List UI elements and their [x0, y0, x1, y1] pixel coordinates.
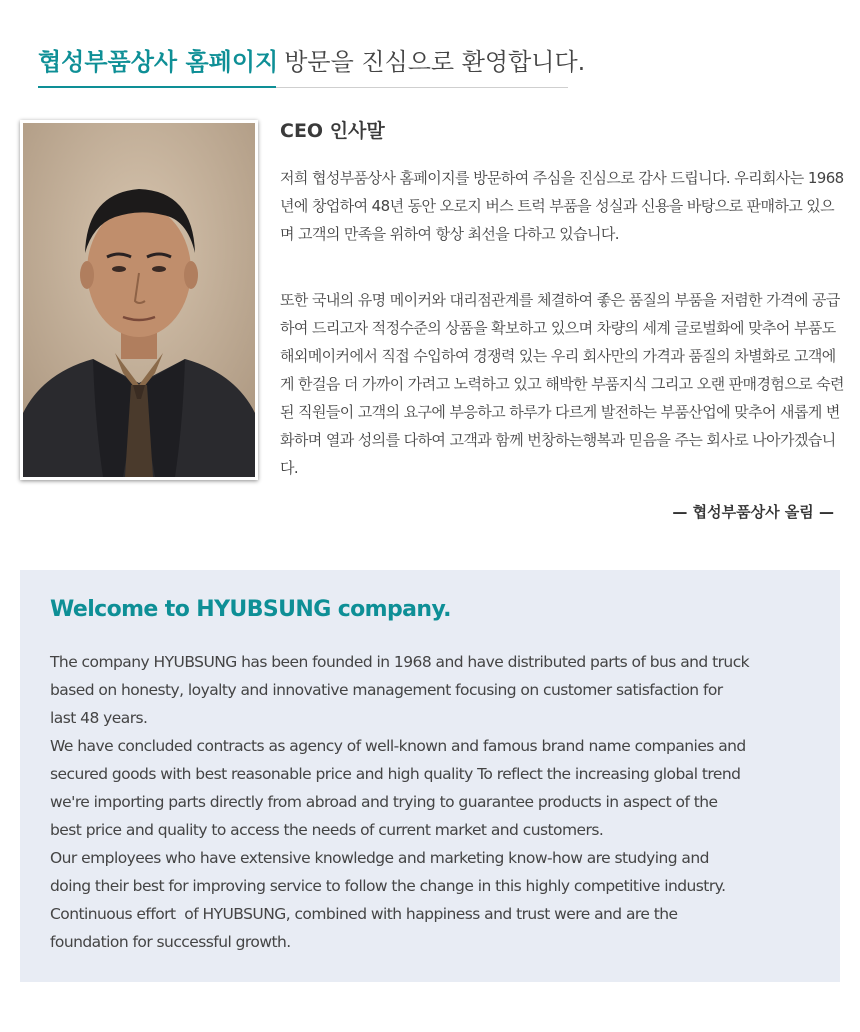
- ceo-portrait-illustration: [23, 123, 255, 477]
- page-heading: [38, 44, 586, 88]
- heading-accent-underline: [38, 86, 276, 88]
- ceo-message-paragraph-1: 저희 협성부품상사 홈페이지를 방문하여 주심을 진심으로 감사 드립니다. 우리회사는 1968년에 창업하여 48년 동안 오로지 버스 트럭 부품을 성실과 신용을 바탕으로 판매하고 있으며 고객의 만족을 위하여 항상 최선을 다하고 있습니다.: [280, 169, 844, 243]
- english-text-line: The company HYUBSUNG has been founded in 1968 and have distributed parts of bus and truck: [50, 653, 750, 671]
- english-text-line: we're importing parts directly from abroad and trying to guarantee products in aspect of the: [50, 793, 718, 811]
- english-text-line: We have concluded contracts as agency of well-known and famous brand name companies and: [50, 737, 746, 755]
- english-text-line: last 48 years.: [50, 709, 148, 727]
- welcome-heading-text: 방문을 진심으로 환영합니다.: [284, 48, 586, 76]
- english-text-line: Continuous effort of HYUBSUNG, combined with happiness and trust were and are the: [50, 905, 678, 923]
- ceo-message-title: CEO 인사말: [280, 120, 385, 142]
- english-text-line: based on honesty, loyalty and innovative management focusing on customer satisfaction for: [50, 681, 723, 699]
- ceo-portrait-photo: [20, 120, 258, 480]
- english-text-line: foundation for successful growth.: [50, 933, 291, 951]
- ceo-signature: — 협성부품상사 올림 —: [672, 503, 834, 521]
- company-name-heading: 협성부품상사 홈페이지: [38, 48, 279, 76]
- english-welcome-title: Welcome to HYUBSUNG company.: [50, 597, 451, 622]
- english-text-line: doing their best for improving service to follow the change in this highly competitive industry.: [50, 877, 726, 895]
- english-welcome-body: [50, 648, 820, 956]
- english-welcome-panel: [20, 570, 840, 982]
- english-text-line: Our employees who have extensive knowledge and marketing know-how are studying and: [50, 849, 709, 867]
- english-text-line: best price and quality to access the needs of current market and customers.: [50, 821, 604, 839]
- english-text-line: secured goods with best reasonable price and high quality To reflect the increasing global trend: [50, 765, 741, 783]
- ceo-message-paragraph-2: 또한 국내의 유명 메이커와 대리점관계를 체결하여 좋은 품질의 부품을 저렴한 가격에 공급하여 드리고자 적정수준의 상품을 확보하고 있으며 차량의 세계 글로벌화에 맞추어 부품도 해외메이커에서 직접 수입하여 경쟁력 있는 우리 회사만의 가격과 품질의 차별화로 고객에게 한걸음 더 가까이 가려고 노력하고 있고 해박한 부품지식 그리고 오랜 판매경험으로 숙련된 직원들이 고객의 요구에 부응하고 하루가 다르게 발전하는 부품산업에 맞추어 새롭게 변화하며 열과 성의를 다하여 고객과 함께 번창하는행복과 믿음을 주는 회사로 나아가겠습니다.: [280, 291, 844, 477]
